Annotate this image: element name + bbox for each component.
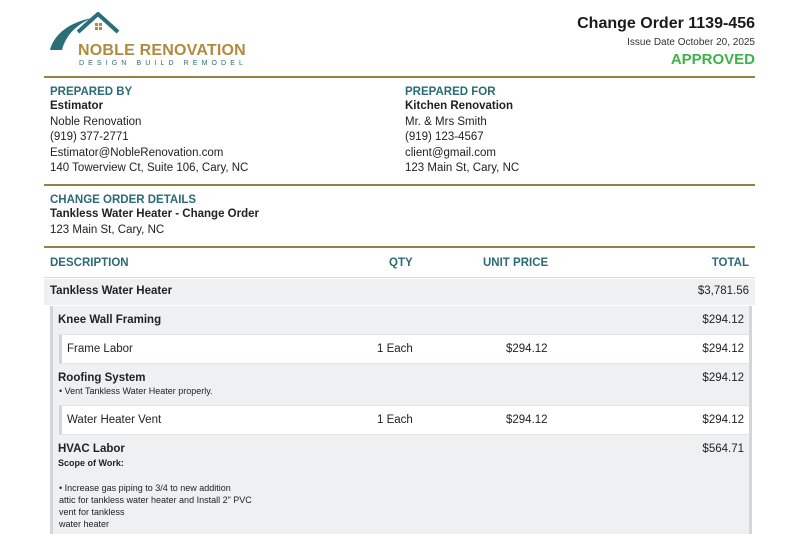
- document-header: [44, 0, 755, 78]
- prepared-for-project: Kitchen Renovation: [405, 100, 513, 112]
- prepared-by-email: Estimator@NobleRenovation.com: [50, 146, 224, 159]
- item-unit-price: $294.12: [506, 343, 548, 355]
- prepared-for-name: Mr. & Mrs Smith: [405, 115, 487, 128]
- details-address: 123 Main St, Cary, NC: [50, 223, 165, 236]
- item-unit-price: $294.12: [506, 414, 548, 426]
- group-total: $294.12: [702, 314, 744, 326]
- group-total: $294.12: [702, 372, 744, 384]
- item-total: $294.12: [702, 414, 744, 426]
- change-order-details: [50, 194, 259, 238]
- item-qty: 1 Each: [377, 343, 413, 355]
- col-description: DESCRIPTION: [50, 257, 129, 269]
- prepared-by-name: Estimator: [50, 100, 104, 112]
- group-total: $564.71: [702, 443, 744, 455]
- prepared-by-label: PREPARED BY: [50, 86, 133, 98]
- line-item-group: [50, 364, 752, 435]
- prepared-for-label: PREPARED FOR: [405, 86, 496, 98]
- scope-line: vent for tankless: [59, 507, 125, 517]
- group-name: Roofing System: [58, 372, 146, 384]
- status-badge: APPROVED: [670, 51, 755, 68]
- table-row: [59, 334, 749, 364]
- prepared-by-address: 140 Towerview Ct, Suite 106, Cary, NC: [50, 162, 249, 174]
- col-qty: QTY: [389, 257, 413, 269]
- company-name: NOBLE RENOVATION: [78, 42, 246, 59]
- item-total: $294.12: [702, 343, 744, 355]
- item-name: Frame Labor: [67, 343, 133, 355]
- main-item-name: Tankless Water Heater: [50, 285, 173, 297]
- table-row: [44, 279, 755, 305]
- group-name: Knee Wall Framing: [58, 314, 162, 326]
- line-item-group: [50, 435, 752, 534]
- issue-date: Issue Date October 20, 2025: [627, 37, 755, 48]
- group-note: • Vent Tankless Water Heater properly.: [59, 386, 213, 396]
- prepared-by-section: [50, 86, 248, 177]
- prepared-for-address: 123 Main St, Cary, NC: [405, 162, 520, 174]
- prepared-for-email: client@gmail.com: [405, 146, 496, 159]
- item-qty: 1 Each: [377, 414, 413, 426]
- table-header: [44, 250, 755, 278]
- line-item-group: [50, 306, 752, 364]
- prepared-by-company: Noble Renovation: [50, 115, 142, 128]
- details-title: Tankless Water Heater - Change Order: [50, 208, 259, 220]
- section-divider: [44, 246, 755, 248]
- scope-line: water heater: [59, 519, 110, 529]
- section-divider: [44, 184, 755, 186]
- col-total: TOTAL: [711, 257, 749, 269]
- prepared-for-section: [405, 86, 519, 177]
- scope-line: • Increase gas piping to 3/4 to new addition: [59, 483, 231, 493]
- scope-label: Scope of Work:: [58, 458, 124, 468]
- scope-line: attic for tankless water heater and Install 2" PVC: [59, 495, 252, 505]
- details-label: CHANGE ORDER DETAILS: [50, 194, 197, 206]
- prepared-by-phone: (919) 377-2771: [50, 131, 129, 143]
- company-tagline: DESIGN BUILD REMODEL: [79, 60, 247, 67]
- change-order-title: Change Order 1139-456: [577, 15, 755, 32]
- item-name: Water Heater Vent: [67, 414, 162, 426]
- company-logo: [48, 12, 247, 74]
- prepared-for-phone: (919) 123-4567: [405, 131, 484, 143]
- table-row: [59, 405, 749, 435]
- group-name: HVAC Labor: [58, 443, 125, 455]
- main-item-total: $3,781.56: [697, 285, 749, 297]
- col-unit-price: UNIT PRICE: [483, 257, 549, 269]
